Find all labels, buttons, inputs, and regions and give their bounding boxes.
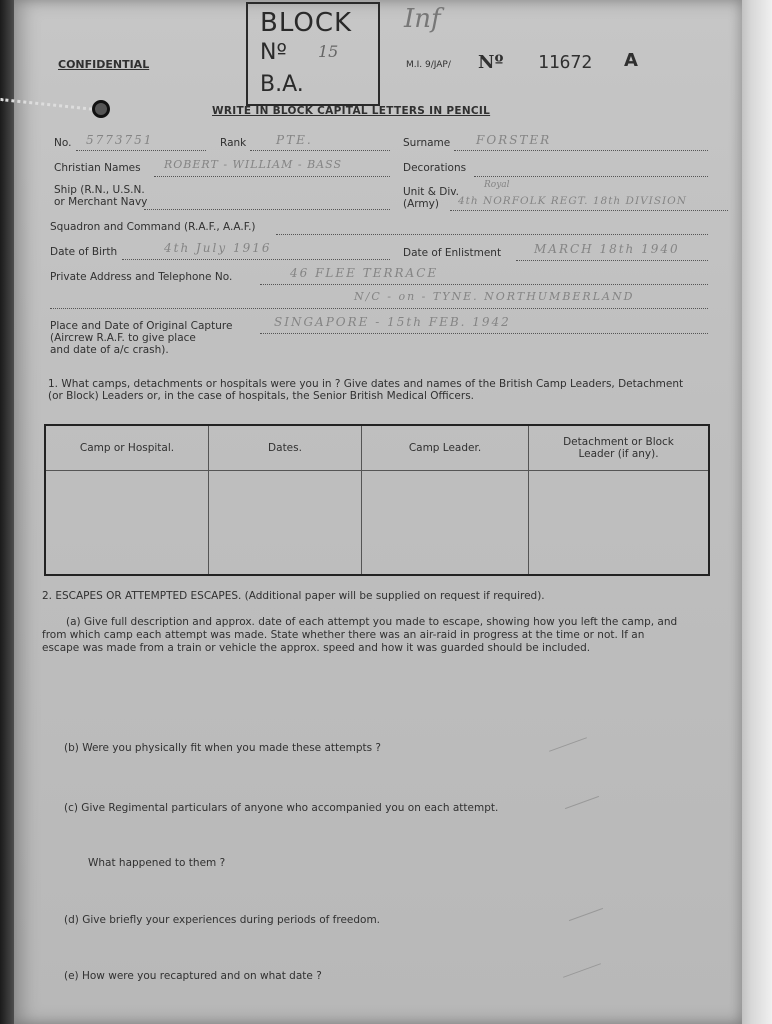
question1-line1: 1. What camps, detachments or hospitals were you in ? Give dates and names of the British Camp Leaders, Detachment	[48, 378, 684, 390]
address-line2: N/C - on - TYNE. NORTHUMBERLAND	[354, 290, 635, 303]
section2-c2: What happened to them ?	[88, 857, 226, 869]
instruction-heading: WRITE IN BLOCK CAPITAL LETTERS IN PENCIL	[212, 105, 491, 117]
handwritten-initials: Inf	[404, 4, 441, 34]
pencil-mark	[563, 963, 601, 978]
block-stamp	[246, 2, 380, 106]
camp-table-cell	[529, 471, 710, 576]
dob-label: Date of Birth	[50, 246, 118, 258]
enlistment-label: Date of Enlistment	[403, 247, 502, 259]
serial-number: 11672	[538, 52, 593, 73]
serial-suffix: A	[624, 50, 638, 71]
stamp-number: 15	[318, 42, 339, 61]
stamp-ba-text: B.A.	[260, 72, 304, 97]
confidential-label: CONFIDENTIAL	[58, 58, 150, 71]
camp-table-header: Dates.	[209, 425, 362, 471]
address-label: Private Address and Telephone No.	[50, 271, 233, 283]
section2-e: (e) How were you recaptured and on what date ?	[64, 970, 322, 982]
unit-label-1: Unit & Div.	[403, 186, 459, 198]
rank-label: Rank	[220, 137, 247, 149]
squadron-label: Squadron and Command (R.A.F., A.A.F.)	[50, 221, 256, 233]
section2-d: (d) Give briefly your experiences during periods of freedom.	[64, 914, 381, 926]
capture-label-3: and date of a/c crash).	[50, 344, 169, 356]
section2-a-line1: (a) Give full description and approx. date of each attempt you made to escape, showing how you left the camp, and	[66, 616, 678, 628]
binding-ring	[92, 100, 110, 118]
stamp-block-text: BLOCK	[260, 8, 353, 38]
unit-label-2: (Army)	[403, 198, 439, 210]
capture-value: SINGAPORE - 15th FEB. 1942	[274, 315, 511, 329]
camp-table-header: Detachment or Block Leader (if any).	[529, 425, 710, 471]
address-line1: 46 FLEE TERRACE	[290, 266, 439, 280]
pencil-mark	[549, 737, 587, 752]
surname-value: FORSTER	[476, 133, 552, 147]
ship-label-2: or Merchant Navy	[54, 196, 148, 208]
no-label: No.	[54, 137, 72, 149]
camp-table-cell	[362, 471, 529, 576]
section2-c: (c) Give Regimental particulars of anyone who accompanied you on each attempt.	[64, 802, 499, 814]
form-page	[14, 0, 742, 1024]
camp-table-cell	[45, 471, 209, 576]
page-stack-edge	[738, 0, 772, 1024]
ship-label-1: Ship (R.N., U.S.N.	[54, 184, 145, 196]
camp-table-cell	[209, 471, 362, 576]
camp-table-header: Camp Leader.	[362, 425, 529, 471]
decorations-label: Decorations	[403, 162, 467, 174]
pencil-mark	[565, 796, 599, 809]
enlistment-value: MARCH 18th 1940	[534, 242, 680, 256]
christian-names-value: ROBERT - WILLIAM - BASS	[164, 158, 342, 171]
christian-names-label: Christian Names	[54, 162, 141, 174]
section2-b: (b) Were you physically fit when you made these attempts ?	[64, 742, 381, 754]
form-ref: M.I. 9/JAP/	[406, 60, 451, 70]
serial-no-label: Nº	[478, 52, 504, 73]
surname-label: Surname	[403, 137, 451, 149]
section2-title: 2. ESCAPES OR ATTEMPTED ESCAPES. (Additional paper will be supplied on request if required).	[42, 590, 545, 602]
camp-table-header: Camp or Hospital.	[45, 425, 209, 471]
section2-a-line3: escape was made from a train or vehicle the approx. speed and how it was guarded should be included.	[42, 642, 591, 654]
unit-value-top: Royal	[484, 180, 510, 190]
pencil-mark	[569, 908, 603, 921]
camp-table	[44, 424, 710, 576]
dob-value: 4th July 1916	[164, 241, 272, 255]
capture-label-2: (Aircrew R.A.F. to give place	[50, 332, 196, 344]
unit-value: 4th NORFOLK REGT. 18th DIVISION	[458, 195, 687, 207]
question1-line2: (or Block) Leaders or, in the case of hospitals, the Senior British Medical Officers.	[48, 390, 475, 402]
section2-a-line2: from which camp each attempt was made. State whether there was an air-raid in progress at the time or not. If an	[42, 629, 645, 641]
no-value: 5773751	[86, 133, 154, 147]
capture-label-1: Place and Date of Original Capture	[50, 320, 233, 332]
stamp-no-text: Nº	[260, 40, 287, 65]
rank-value: PTE.	[276, 133, 313, 147]
